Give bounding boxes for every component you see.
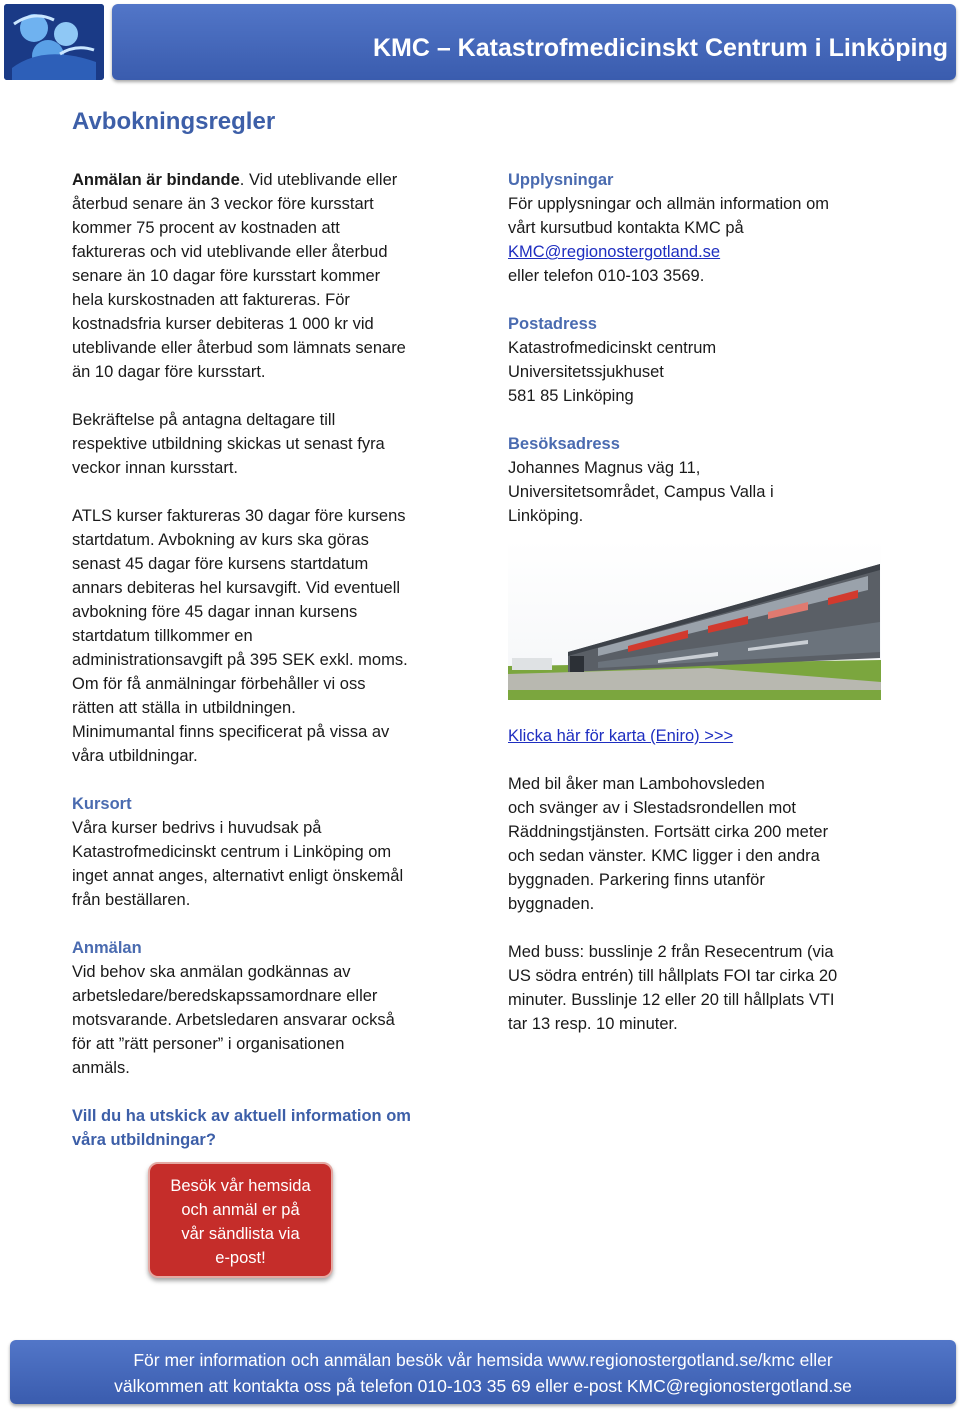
besoksadress-section: Besöksadress Johannes Magnus väg 11, Universitetsområdet, Campus Valla i Linköping. [508, 432, 888, 528]
kursort-heading: Kursort [72, 795, 132, 813]
email-link[interactable]: KMC@regionostergotland.se [508, 243, 721, 261]
left-column [72, 168, 472, 1104]
map-link-line [508, 724, 888, 748]
upplysningar-section: Upplysningar För upplysningar och allmän information om vårt kursutbud kontakta KMC på KMC@regionostergotland.se eller telefon 010-103 3569. [508, 168, 888, 288]
confirmation-paragraph: Bekräftelse på antagna deltagare till respektive utbildning skickas ut senast fyra veckor innan kursstart. [72, 411, 385, 477]
header-title: KMC – Katastrofmedicinskt Centrum i Linköping [372, 34, 948, 62]
upplysningar-heading: Upplysningar [508, 171, 614, 189]
besoksadress-heading: Besöksadress [508, 435, 620, 453]
header-bar [112, 4, 956, 80]
mailing-list-button[interactable]: Besök vår hemsida och anmäl er på vår sändlista via e-post! [148, 1162, 333, 1278]
footer-line: För mer information och anmälan besök vår hemsida www.regionostergotland.se/kmc eller [133, 1350, 833, 1370]
right-column [508, 168, 888, 1060]
anmalan-heading: Anmälan [72, 939, 142, 957]
map-link[interactable]: Klicka här för karta (Eniro) >>> [508, 727, 734, 745]
cancellation-rules-paragraph: Anmälan är bindande. Vid uteblivande eller återbud senare än 3 veckor före kursstart kommer 75 procent av kostnaden att faktureras och vid uteblivande eller återbud senare än 10 dagar före kursstart kommer hela kurskostnaden att faktureras. För kostnadsfria kurser debiteras 1 000 kr vid uteblivande eller återbud som lämnats senare än 10 dagar före kursstart. [72, 171, 406, 381]
bus-directions: Med buss: busslinje 2 från Resecentrum (via US södra entrén) till hållplats FOI tar cirka 20 minuter. Busslinje 12 eller 20 till hållplats VTI tar 13 resp. 10 minuter. [508, 943, 838, 1033]
car-directions: Med bil åker man Lambohovsleden och svänger av i Slestadsrondellen mot Räddningstjänsten. Fortsätt cirka 200 meter och sedan vänster. KMC ligger i den andra byggnaden. Parkering finns utanför byggnaden. [508, 775, 829, 913]
page-title: Avbokningsregler [72, 108, 276, 135]
postadress-section: Postadress Katastrofmedicinskt centrum Universitetssjukhuset 581 85 Linköping [508, 312, 888, 408]
footer-line: välkommen att kontakta oss på telefon 010-103 35 69 eller e-post KMC@regionostergotland.se [114, 1376, 852, 1396]
kmc-logo [4, 4, 104, 80]
footer-bar [10, 1340, 956, 1404]
kmc-building-photo [508, 540, 881, 700]
anmalan-section: Anmälan Vid behov ska anmälan godkännas av arbetsledare/beredskapssamordnare eller motsvarande. Arbetsledaren ansvarar också för att ”rätt personer” i organisationen anmäls. [72, 936, 472, 1080]
binding-notice: Anmälan är bindande [72, 171, 240, 189]
newsletter-prompt: Vill du ha utskick av aktuell information om våra utbildningar? [72, 1107, 411, 1149]
postadress-heading: Postadress [508, 315, 597, 333]
kursort-section: Kursort Våra kurser bedrivs i huvudsak på Katastrofmedicinskt centrum i Linköping om inget annat anges, alternativt enligt önskemål från beställaren. [72, 792, 472, 912]
atls-paragraph: ATLS kurser faktureras 30 dagar före kursens startdatum. Avbokning av kurs ska göras senast 45 dagar före kursens startdatum annars debiteras hel kursavgift. Vid eventuell avbokning före 45 dagar innan kursens startdatum tillkommer en administrationsavgift på 395 SEK exkl. moms. Om för få anmälningar förbehåller vi oss rätten att ställa in utbildningen. Minimumantal finns specificerat på vissa av våra utbildningar. [72, 507, 408, 765]
